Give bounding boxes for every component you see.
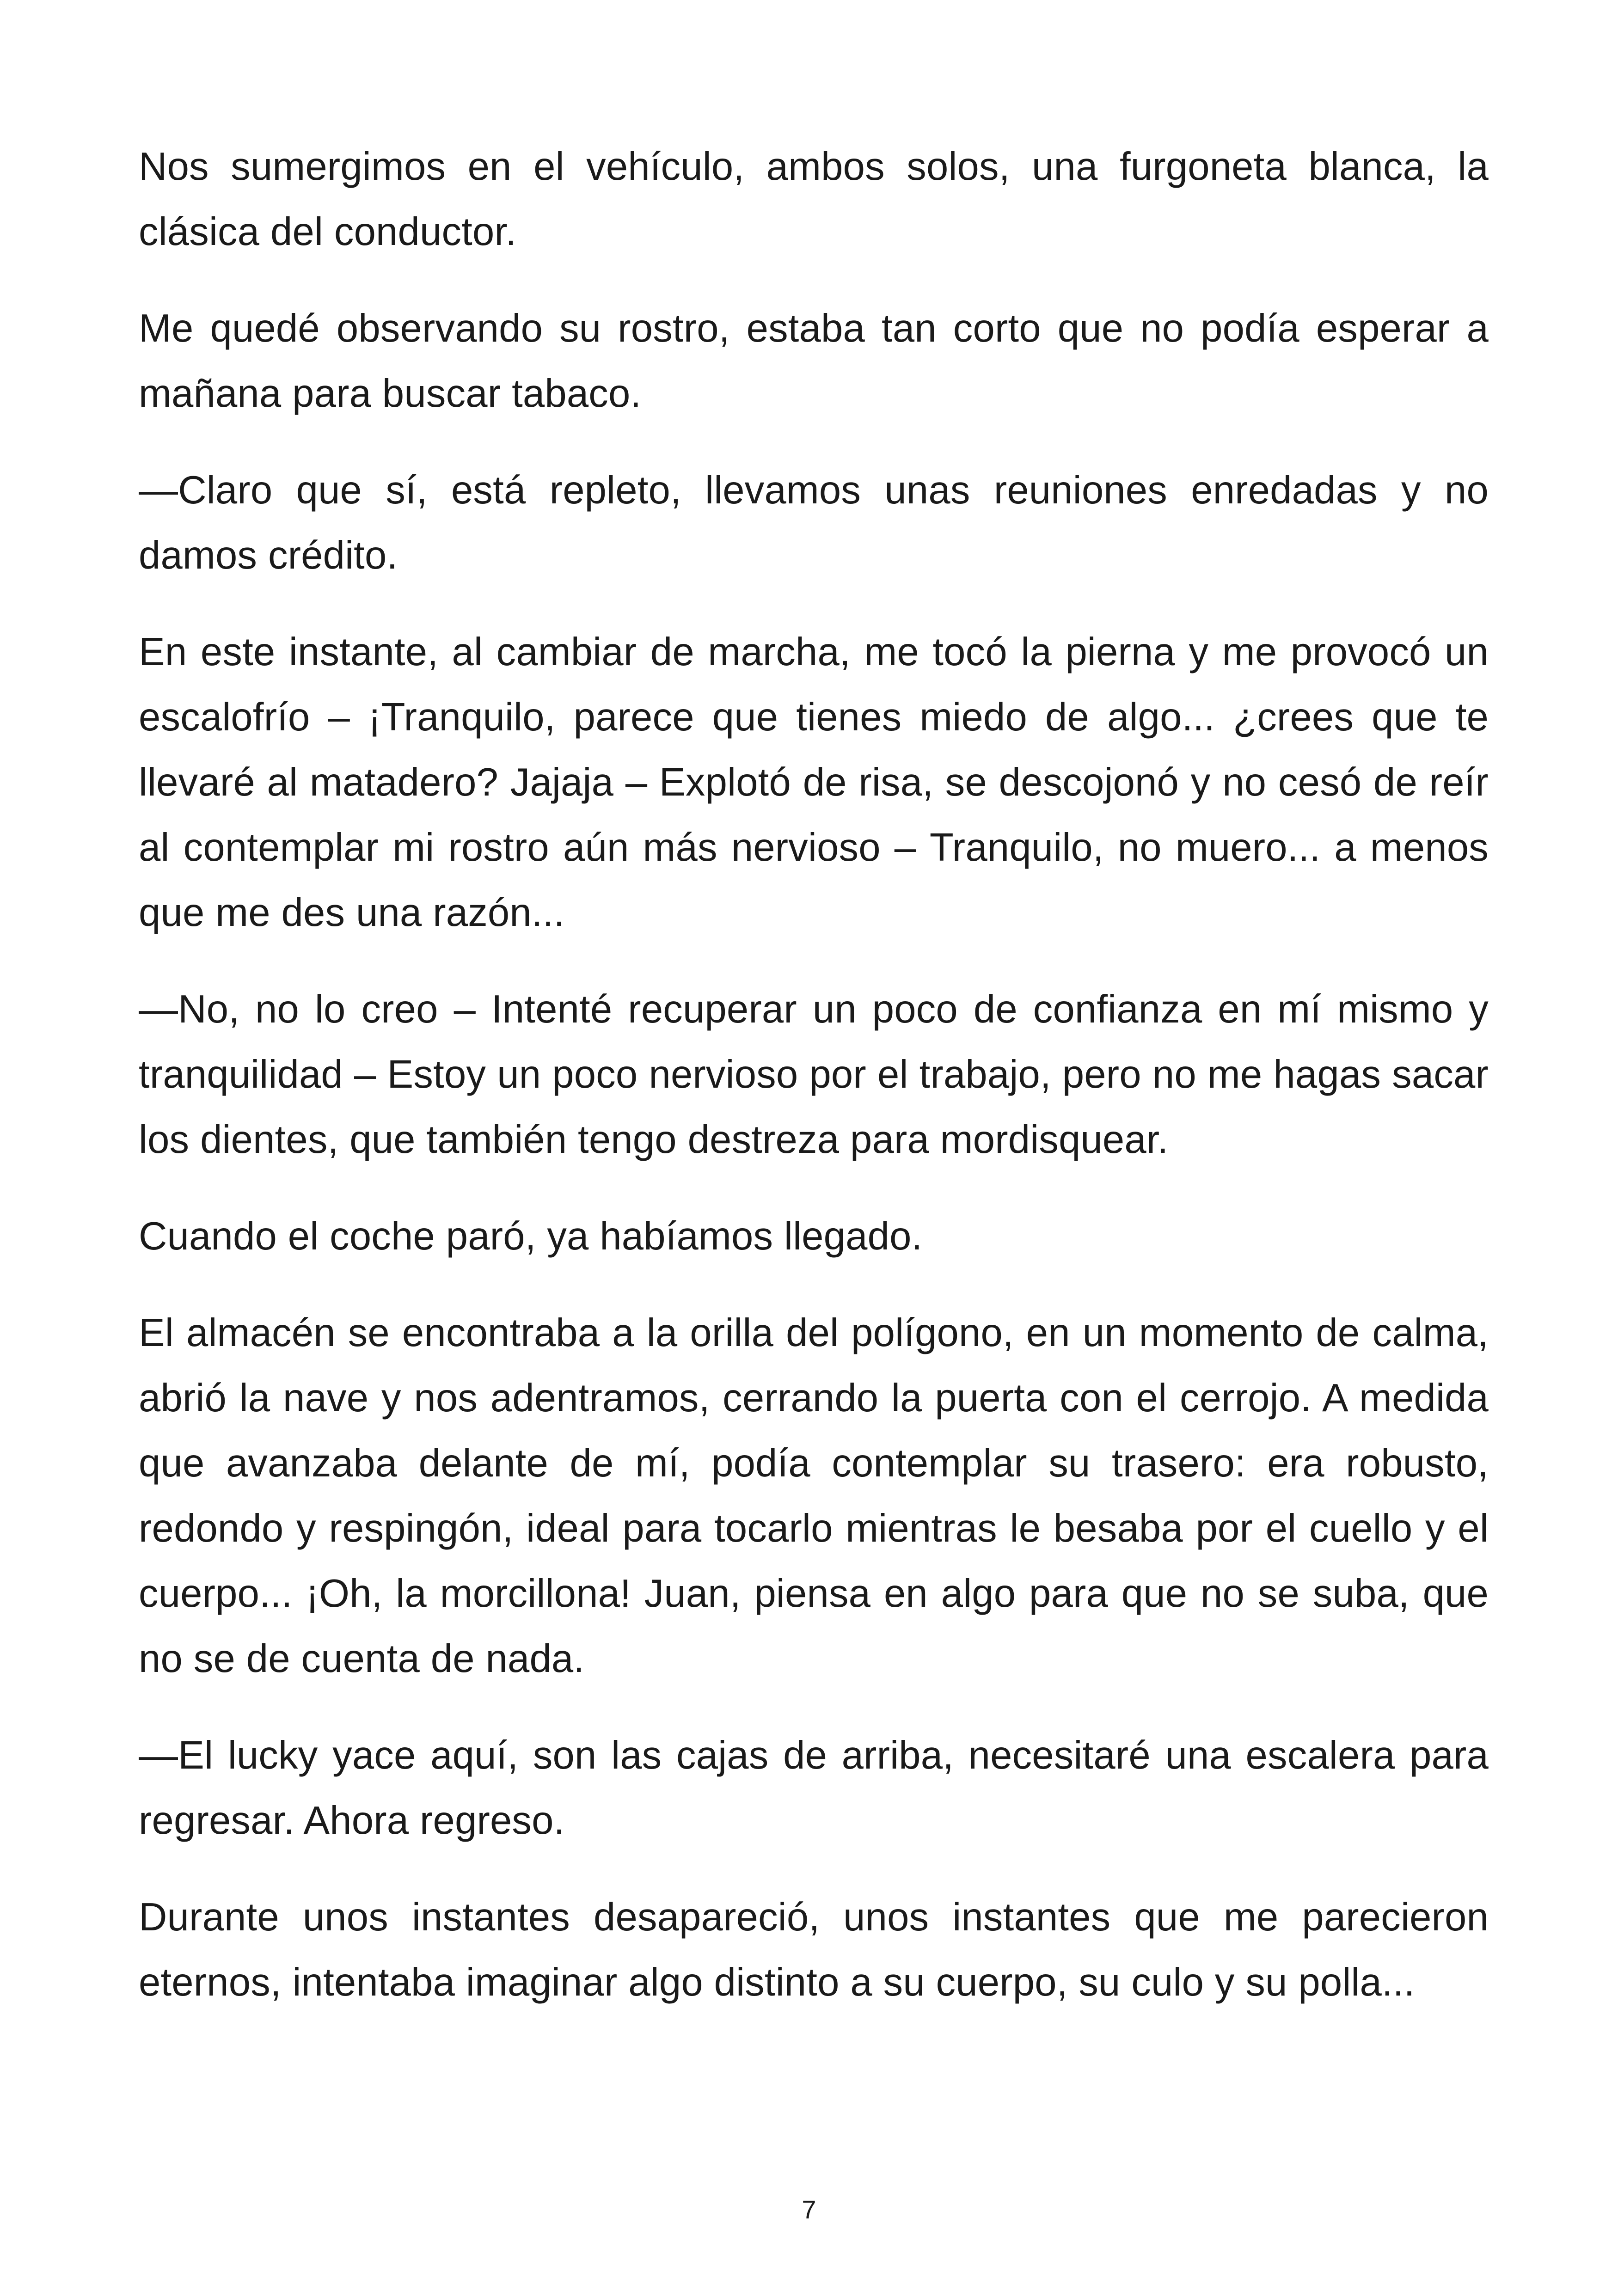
paragraph-5: —No, no lo creo – Intenté recuperar un poco de confianza en mí mismo y tranquilidad – Estoy un poco nervioso por el trabajo, pero no me hagas sacar los dientes, que también tengo destreza para mordisquear. — [139, 987, 1489, 1162]
paragraph-9: Durante unos instantes desapareció, unos instantes que me parecieron eternos, intentaba imaginar algo distinto a su cuerpo, su culo y su polla... — [139, 1895, 1489, 2004]
page-number: 7 — [802, 2195, 816, 2224]
text-body — [139, 134, 1489, 2046]
paragraph-8: —El lucky yace aquí, son las cajas de arriba, necesitaré una escalera para regresar. Ahora regreso. — [139, 1733, 1489, 1843]
paragraph-4: En este instante, al cambiar de marcha, me tocó la pierna y me provocó un escalofrío – ¡Tranquilo, parece que tienes miedo de algo... ¿crees que te llevaré al matadero? Jajaja – Explotó de risa, se descojonó y no cesó de reír al contemplar mi rostro aún más nervioso – Tranquilo, no muero... a menos que me des una razón... — [139, 630, 1489, 935]
paragraph-3: —Claro que sí, está repleto, llevamos unas reuniones enredadas y no damos crédito. — [139, 468, 1489, 577]
paragraph-6: Cuando el coche paró, ya habíamos llegado. — [139, 1214, 923, 1258]
paragraph-1: Nos sumergimos en el vehículo, ambos solos, una furgoneta blanca, la clásica del conductor. — [139, 145, 1489, 254]
paragraph-7: El almacén se encontraba a la orilla del polígono, en un momento de calma, abrió la nave y nos adentramos, cerrando la puerta con el cerrojo. A medida que avanzaba delante de mí, podía contemplar su trasero: era robusto, redondo y respingón, ideal para tocarlo mientras le besaba por el cuello y el cuerpo... ¡Oh, la morcillona! Juan, piensa en algo para que no se suba, que no se de cuenta de nada. — [139, 1311, 1489, 1681]
paragraph-2: Me quedé observando su rostro, estaba tan corto que no podía esperar a mañana para buscar tabaco. — [139, 306, 1489, 416]
